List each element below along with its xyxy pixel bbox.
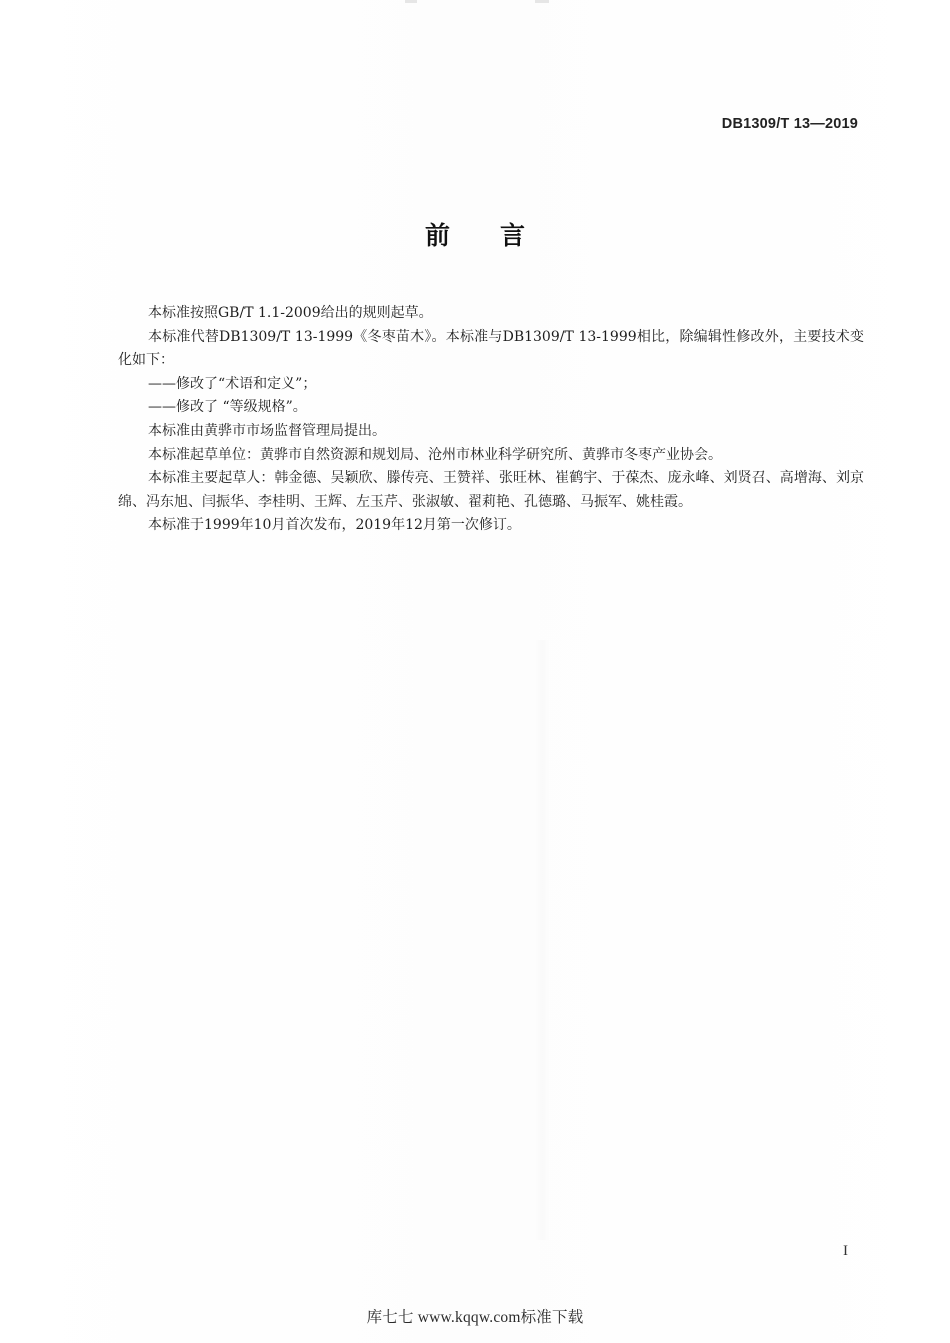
footer-watermark: 库七七 www.kqqw.com标准下载	[366, 1309, 584, 1326]
paragraph-replacement: 本标准代替DB1309/T 13-1999《冬枣苗木》。本标准与DB1309/T 13-1999相比，除编辑性修改外，主要技术变化如下：	[118, 328, 864, 369]
page-number: I	[843, 1243, 848, 1259]
scan-mark	[405, 0, 417, 3]
paragraph-change-2: ——修改了 “等级规格”。	[148, 399, 307, 416]
paragraph-change-1: ——修改了“术语和定义”；	[148, 375, 317, 392]
paragraph-release-history: 本标准于1999年10月首次发布，2019年12月第一次修订。	[148, 517, 521, 534]
paragraph-drafting-units: 本标准起草单位：黄骅市自然资源和规划局、沧州市林业科学研究所、黄骅市冬枣产业协会。	[148, 446, 722, 463]
standard-code: DB1309/T 13—2019	[721, 116, 858, 132]
paragraph-drafters: 本标准主要起草人：韩金德、吴颖欣、滕传亮、王赞祥、张旺林、崔鹤宇、于葆杰、庞永峰、刘贤召、高增海、刘京绵、冯东旭、闫振华、李桂明、王辉、左玉芹、张淑敏、翟莉艳、孔德璐、马振军、姚桂霞。	[118, 470, 864, 510]
scan-mark	[535, 0, 549, 3]
foreword-body	[118, 302, 864, 538]
paragraph-drafting-rules: 本标准按照GB/T 1.1-2009给出的规则起草。	[148, 305, 433, 321]
paragraph-proposer: 本标准由黄骅市市场监督管理局提出。	[148, 422, 386, 439]
page-title: 前言	[424, 221, 575, 250]
scan-shade	[535, 640, 550, 1240]
